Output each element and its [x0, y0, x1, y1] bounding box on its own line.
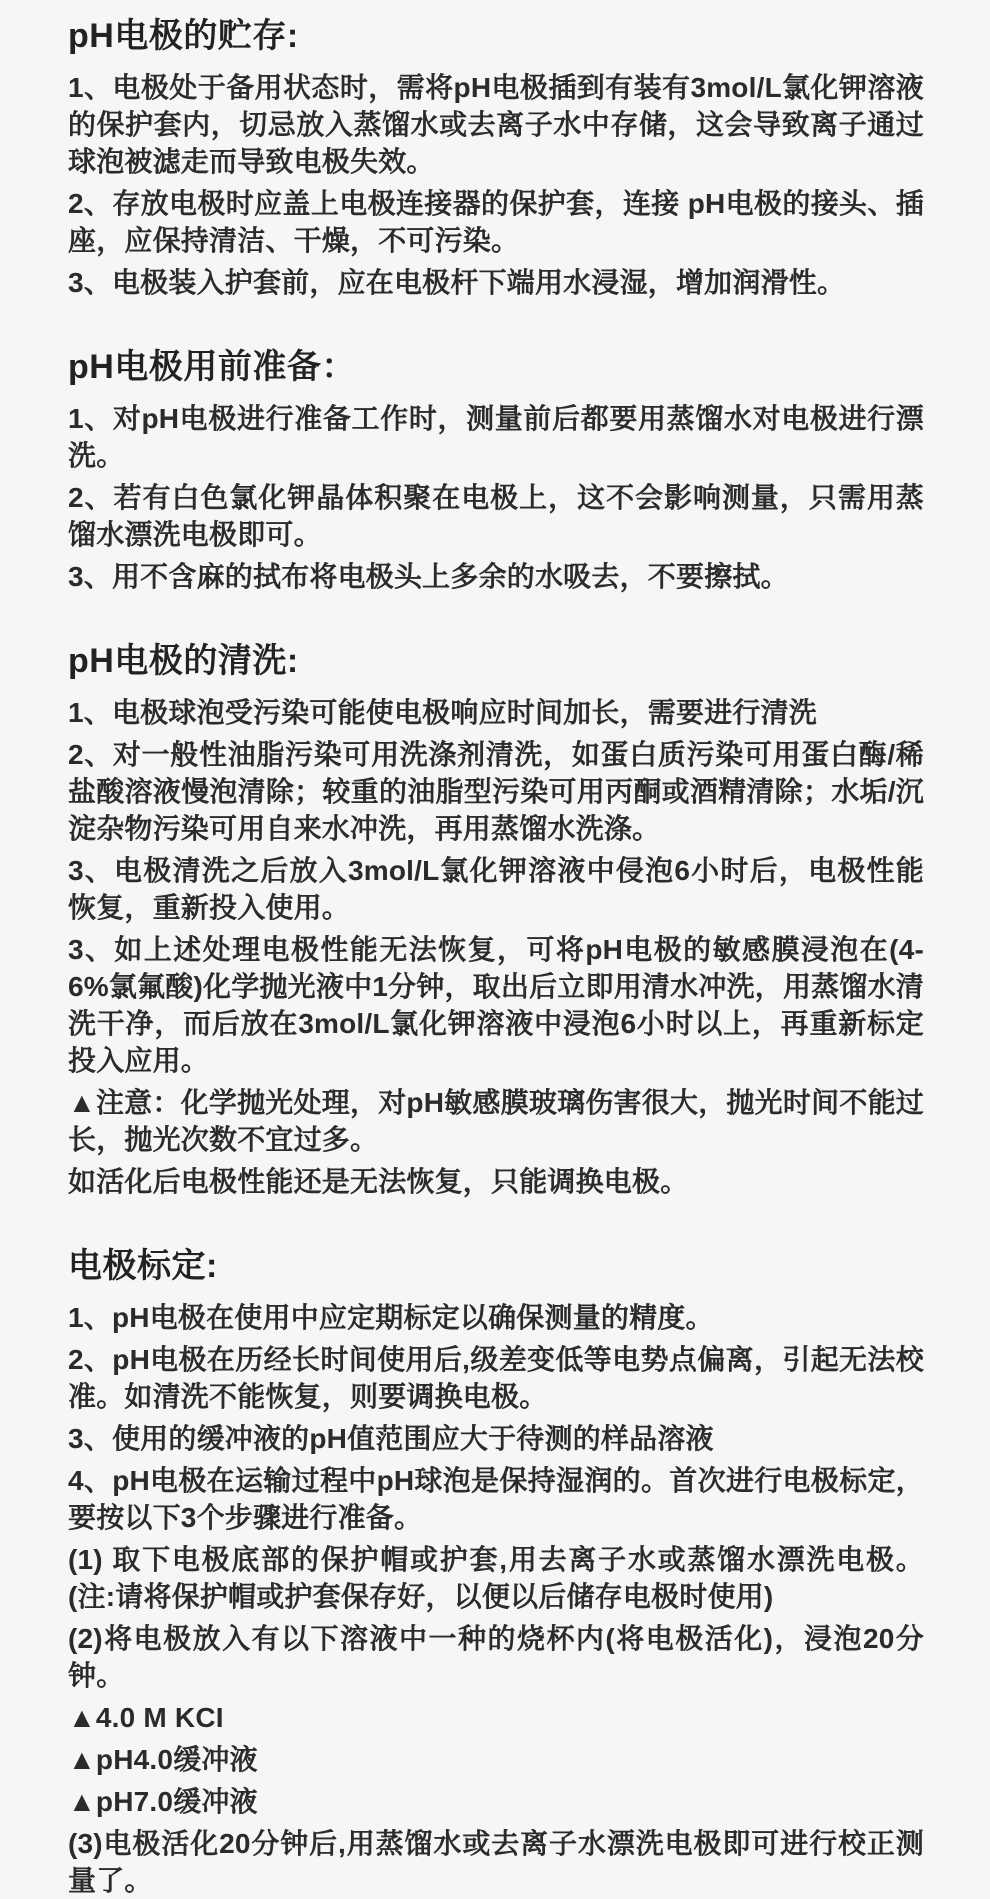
calibration-item-3: 3、使用的缓冲液的pH值范围应大于待测的样品溶液 [68, 1423, 714, 1454]
heading-calibration: 电极标定: [68, 1247, 218, 1285]
cleaning-item-3: 3、电极清洗之后放入3mol/L氯化钾溶液中侵泡6小时后，电极性能恢复，重新投入使用。 [68, 855, 924, 923]
calibration-step-3: (3)电极活化20分钟后,用蒸馏水或去离子水漂洗电极即可进行校正测量了。 [68, 1828, 924, 1896]
heading-cleaning: pH电极的清洗: [68, 642, 299, 680]
calibration-solution-ph4: ▲pH4.0缓冲液 [68, 1744, 258, 1775]
cleaning-item-1: 1、电极球泡受污染可能使电极响应时间加长，需要进行清洗 [68, 697, 817, 728]
calibration-step-1: (1) 取下电极底部的保护帽或护套,用去离子水或蒸馏水漂洗电极。(注:请将保护帽或护套保存好，以便以后储存电极时使用) [68, 1544, 924, 1612]
heading-storage: pH电极的贮存: [68, 17, 299, 55]
section-preparation [68, 345, 924, 595]
storage-item-3: 3、电极装入护套前，应在电极杆下端用水浸湿，增加润滑性。 [68, 267, 846, 298]
preparation-item-3: 3、用不含麻的拭布将电极头上多余的水吸去，不要擦拭。 [68, 561, 789, 592]
cleaning-item-2: 2、对一般性油脂污染可用洗涤剂清洗，如蛋白质污染可用蛋白酶/稀盐酸溶液慢泡清除；较重的油脂型污染可用丙酮或酒精清除；水垢/沉淀杂物污染可用自来水冲洗，再用蒸馏水洗涤。 [68, 739, 924, 844]
heading-preparation: pH电极用前准备： [68, 348, 356, 386]
preparation-item-1: 1、对pH电极进行准备工作时，测量前后都要用蒸馏水对电极进行漂洗。 [68, 403, 924, 471]
section-cleaning [68, 639, 924, 1200]
calibration-item-1: 1、pH电极在使用中应定期标定以确保测量的精度。 [68, 1302, 714, 1333]
calibration-step-2: (2)将电极放入有以下溶液中一种的烧杯内(将电极活化)，浸泡20分钟。 [68, 1623, 924, 1691]
section-storage [68, 14, 924, 301]
section-calibration [68, 1244, 924, 1899]
storage-item-2: 2、存放电极时应盖上电极连接器的保护套，连接 pH电极的接头、插座，应保持清洁、干燥，不可污染。 [68, 188, 924, 256]
storage-item-1: 1、电极处于备用状态时，需将pH电极插到有装有3mol/L氯化钾溶液的保护套内，切忌放入蒸馏水或去离子水中存储，这会导致离子通过球泡被滤走而导致电极失效。 [68, 72, 924, 177]
calibration-solution-ph7: ▲pH7.0缓冲液 [68, 1786, 258, 1817]
preparation-item-2: 2、若有白色氯化钾晶体积聚在电极上，这不会影响测量，只需用蒸馏水漂洗电极即可。 [68, 482, 924, 550]
cleaning-note: ▲注意：化学抛光处理，对pH敏感膜玻璃伤害很大，抛光时间不能过长，抛光次数不宜过多。 [68, 1087, 924, 1155]
cleaning-item-4: 3、如上述处理电极性能无法恢复，可将pH电极的敏感膜浸泡在(4-6%氯氟酸)化学抛光液中1分钟，取出后立即用清水冲洗，用蒸馏水清洗干净，而后放在3mol/L氯化钾溶液中浸泡6小时以上，再重新标定投入应用。 [68, 934, 924, 1076]
calibration-solution-kcl: ▲4.0 M KCI [68, 1702, 224, 1733]
calibration-item-2: 2、pH电极在历经长时间使用后,级差变低等电势点偏离，引起无法校准。如清洗不能恢复，则要调换电极。 [68, 1344, 924, 1412]
calibration-item-4: 4、pH电极在运输过程中pH球泡是保持湿润的。首次进行电极标定，要按以下3个步骤进行准备。 [68, 1465, 924, 1533]
cleaning-note-2: 如活化后电极性能还是无法恢复，只能调换电极。 [68, 1166, 689, 1197]
